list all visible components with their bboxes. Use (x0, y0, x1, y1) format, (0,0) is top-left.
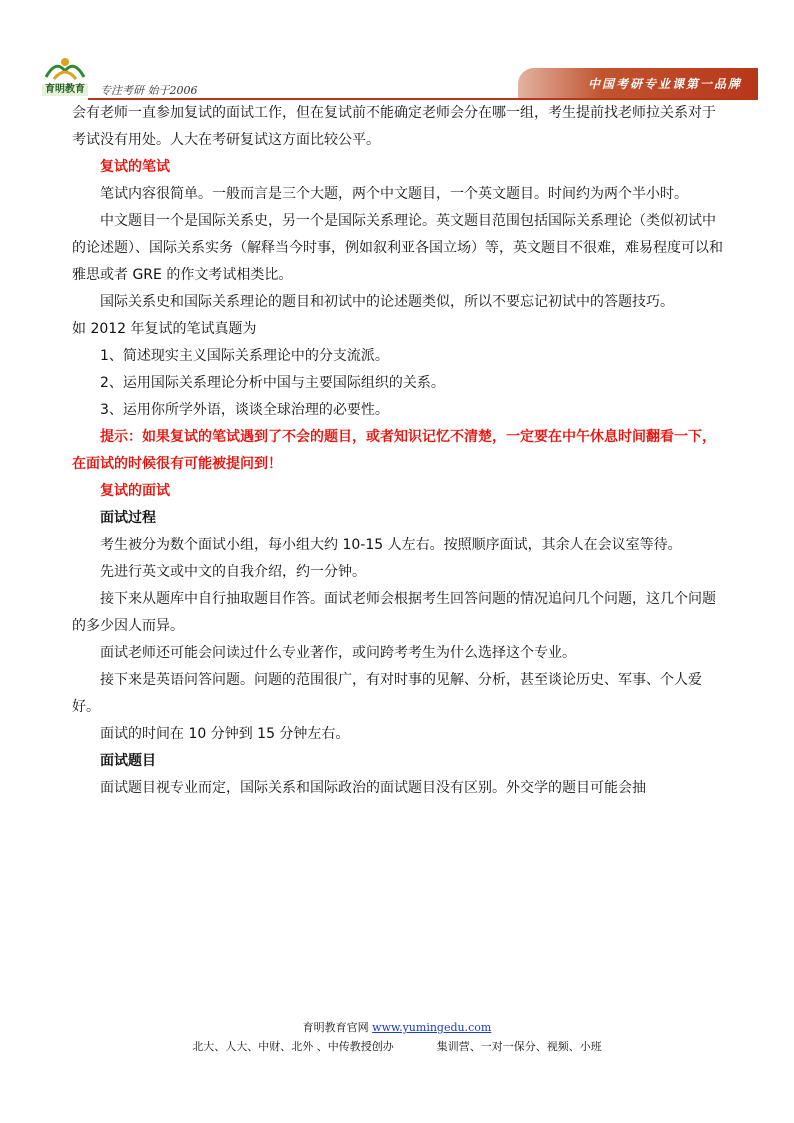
paragraph: 考生被分为数个面试小组，每小组大约 10-15 人左右。按照顺序面试，其余人在会议室等待。 (100, 537, 682, 553)
paragraph: 先进行英文或中文的自我介绍，约一分钟。 (100, 564, 366, 580)
page-footer (0, 1018, 794, 1056)
header-slogan: 专注考研 始于2006 (100, 84, 198, 97)
footer-left-text: 北大、人大、中财、北外 、中传教授创办 (192, 1040, 394, 1053)
paragraph: 如 2012 年复试的笔试真题为 (72, 321, 257, 337)
logo-text: 育明教育 (42, 84, 88, 96)
section-heading-interview: 复试的面试 (100, 483, 170, 499)
footer-right-text: 集训营、一对一保分、视频、小班 (436, 1040, 602, 1053)
paragraph: 接下来从题库中自行抽取题目作答。面试老师会根据考生回答问题的情况追问几个问题，这几个问题的多少因人而异。 (72, 591, 716, 634)
tip-paragraph: 提示：如果复试的笔试遇到了不会的题目，或者知识记忆不清楚，一定要在中午休息时间翻看一下，在面试的时候很有可能被提问到！ (72, 429, 716, 472)
list-item: 3、运用你所学外语，谈谈全球治理的必要性。 (100, 402, 389, 418)
list-item: 1、简述现实主义国际关系理论中的分支流派。 (100, 348, 389, 364)
paragraph: 接下来是英语问答问题。问题的范围很广，有对时事的见解、分析，甚至谈论历史、军事、个人爱好。 (72, 672, 702, 715)
subheading-interview-questions: 面试题目 (100, 753, 156, 769)
brand-banner (518, 68, 758, 98)
paragraph: 面试题目视专业而定，国际关系和国际政治的面试题目没有区别。外交学的题目可能会抽 (100, 780, 646, 796)
page-header (0, 0, 794, 105)
footer-site-line (0, 1018, 794, 1037)
list-item: 2、运用国际关系理论分析中国与主要国际组织的关系。 (100, 375, 445, 391)
paragraph: 国际关系史和国际关系理论的题目和初试中的论述题类似，所以不要忘记初试中的答题技巧。 (100, 294, 674, 310)
footer-url-link[interactable]: www.yumingedu.com (372, 1021, 492, 1034)
subheading-interview-process: 面试过程 (100, 510, 156, 526)
paragraph: 中文题目一个是国际关系史，另一个是国际关系理论。英文题目范围包括国际关系理论（类似初试中的论述题）、国际关系实务（解释当今时事，例如叙利亚各国立场）等，英文题目不很难，难易程度可以和雅思或者 GRE 的作文考试相类比。 (72, 213, 723, 283)
section-heading-written-exam: 复试的笔试 (100, 159, 170, 175)
paragraph: 会有老师一直参加复试的面试工作，但在复试前不能确定老师会分在哪一组，考生提前找老师拉关系对于考试没有用处。人大在考研复试这方面比较公平。 (72, 105, 716, 148)
footer-site-label: 育明教育官网 (302, 1021, 369, 1034)
brand-text: 中国考研专业课第一品牌 (587, 77, 742, 91)
paragraph: 面试老师还可能会问读过什么专业著作，或问跨考考生为什么选择这个专业。 (100, 645, 576, 661)
yuming-logo-icon (42, 55, 88, 85)
footer-info-line (0, 1037, 794, 1056)
document-body (72, 100, 724, 802)
paragraph: 面试的时间在 10 分钟到 15 分钟左右。 (100, 726, 350, 742)
paragraph: 笔试内容很简单。一般而言是三个大题，两个中文题目，一个英文题目。时间约为两个半小时。 (100, 186, 688, 202)
